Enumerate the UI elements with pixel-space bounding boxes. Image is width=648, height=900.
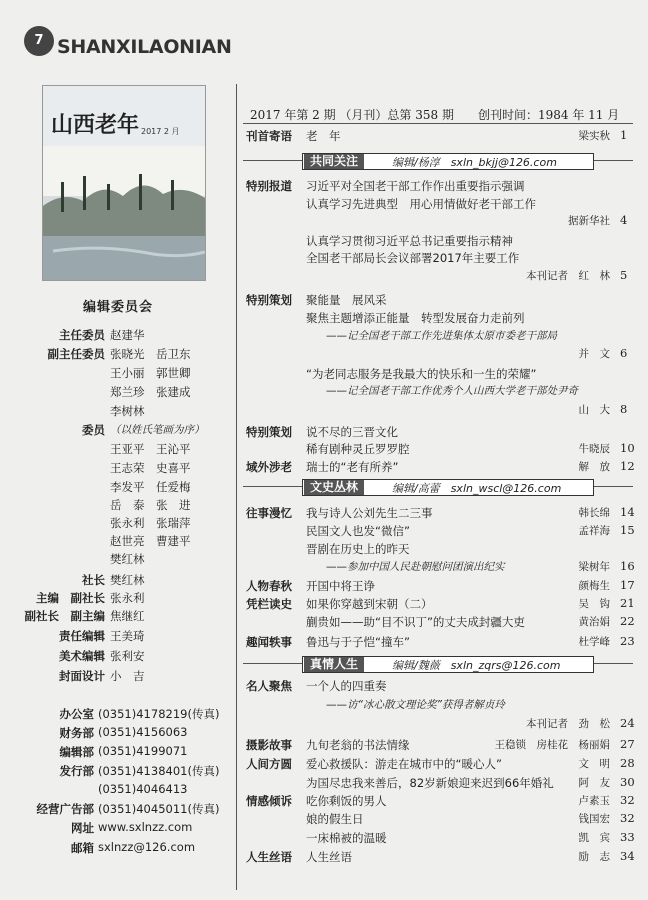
committee-role: 委员 [82, 423, 105, 437]
contact-label: 邮箱 [71, 841, 94, 855]
toc-subtitle: ——记全国老干部工作先进集体太原市委老干部局 [326, 330, 557, 342]
toc-title: 聚焦主题增添正能量 转型发展奋力走前列 [306, 311, 525, 325]
toc-title: 吃你剩饭的男人 [306, 794, 387, 808]
toc-title: 民国文人也发“微信” [306, 524, 410, 538]
committee-names: 焦继红 [110, 609, 145, 623]
toc-author: 韩长绵 [578, 507, 610, 519]
toc-section: 趣闻轶事 [246, 635, 292, 649]
toc-subtitle: ——参加中国人民赴朝慰问团演出纪实 [326, 561, 505, 573]
magazine-logo-badge: 7 [24, 26, 54, 56]
toc-page: 32 [620, 793, 635, 807]
contact-value: (0351)4156063 [98, 725, 188, 739]
toc-page: 17 [620, 578, 635, 592]
contact-value: (0351)4199071 [98, 744, 188, 758]
committee-names: 赵建华 [110, 328, 145, 342]
contact-label: 网址 [71, 821, 94, 835]
toc-author: 黄治娟 [578, 616, 610, 628]
toc-author: 梁树年 [578, 561, 610, 573]
contact-value: (0351)4138401(传真) [98, 764, 220, 778]
toc-page: 30 [620, 775, 635, 789]
toc-author: 吴 钩 [578, 598, 610, 610]
toc-author: 并 文 [578, 348, 610, 360]
toc-section: 人生丝语 [246, 850, 292, 864]
toc-title: 老 年 [306, 129, 341, 143]
toc-page: 5 [620, 268, 628, 282]
toc-title: 认真学习先进典型 用心用情做好老干部工作 [306, 197, 536, 211]
toc-section: 摄影故事 [246, 738, 292, 752]
toc-page: 27 [620, 737, 635, 751]
committee-role: 美术编辑 [59, 649, 105, 663]
toc-author: 文 明 [578, 758, 610, 770]
toc-title: 爱心救援队：游走在城市中的“暖心人” [306, 757, 502, 771]
issue-info: 2017 年第 2 期 （月刊）总第 358 期 创刊时间：1984 年 11 月 [250, 108, 620, 122]
section-band-title: 真情人生 [304, 657, 364, 672]
toc-page: 24 [620, 716, 635, 730]
committee-names: 李树林 [110, 404, 145, 418]
brand-name: SHANXILAONIAN [57, 36, 232, 58]
toc-subtitle: ——访“冰心散文理论奖”获得者解贞玲 [326, 699, 505, 711]
toc-author: 凯 宾 [578, 832, 610, 844]
toc-title: 晋剧在历史上的昨天 [306, 542, 410, 556]
toc-page: 33 [620, 830, 635, 844]
committee-names: 郑兰珍 张建成 [110, 385, 191, 399]
cover-title: 山西老年 [51, 112, 140, 138]
toc-section: 刊首寄语 [246, 129, 292, 143]
toc-author: 钱国宏 [578, 813, 610, 825]
section-band-title: 文史丛林 [304, 480, 364, 495]
toc-section: 名人聚焦 [246, 679, 292, 693]
contact-label: 办公室 [59, 707, 94, 721]
toc-author: 颜梅生 [578, 580, 610, 592]
toc-title: “为老同志服务是我最大的快乐和一生的荣耀” [306, 367, 537, 381]
committee-names: 王亚平 王沁平 [110, 442, 191, 456]
committee-role: 副主任委员 [47, 347, 105, 361]
committee-names: 张晓光 岳卫东 [110, 347, 191, 361]
committee-names: 王志荣 史喜平 [110, 461, 191, 475]
toc-title: 如果你穿越到宋朝（二） [306, 597, 433, 611]
toc-section: 人物春秋 [246, 579, 292, 593]
contact-value: (0351)4046413 [98, 782, 188, 796]
toc-section: 特别报道 [246, 179, 292, 193]
committee-names: 张永利 张瑞萍 [110, 516, 191, 530]
committee-names: 赵世亮 曹建平 [110, 534, 191, 548]
issue-rule [243, 123, 633, 124]
toc-section: 特别策划 [246, 425, 292, 439]
committee-names: （以姓氏笔画为序） [110, 424, 205, 436]
toc-section: 人间方圆 [246, 757, 292, 771]
toc-title: 全国老干部局长会议部署2017年主要工作 [306, 251, 520, 265]
toc-author: 本刊记者 红 林 [526, 270, 610, 282]
committee-names: 李发平 任爱梅 [110, 480, 191, 494]
toc-title: 认真学习贯彻习近平总书记重要指示精神 [306, 234, 513, 248]
committee-names: 岳 泰 张 进 [110, 498, 191, 512]
toc-section: 往事漫忆 [246, 506, 292, 520]
section-band-editor: 编辑/魏薇 sxln_zqrs@126.com [392, 659, 561, 672]
toc-author: 阿 友 [578, 777, 610, 789]
toc-page: 6 [620, 346, 628, 360]
toc-section: 凭栏读史 [246, 597, 292, 611]
contact-label: 经营广告部 [36, 802, 94, 816]
committee-role: 责任编辑 [59, 629, 105, 643]
committee-names: 樊红林 [110, 552, 145, 566]
toc-page: 16 [620, 559, 635, 573]
toc-author: 牛晓辰 [578, 443, 610, 455]
committee-names: 张永利 [110, 591, 145, 605]
contact-label: 编辑部 [59, 745, 94, 759]
toc-page: 1 [620, 128, 628, 142]
contact-value: www.sxlnzz.com [98, 820, 193, 834]
committee-title: 编辑委员会 [82, 300, 153, 315]
toc-author: 孟祥海 [578, 525, 610, 537]
toc-title: 瑞士的“老有所养” [306, 460, 399, 474]
toc-title: 稀有剧种灵丘罗罗腔 [306, 442, 410, 456]
cover-issue: 2017 2 月 [141, 127, 180, 136]
committee-names: 樊红林 [110, 573, 145, 587]
toc-title: 聚能量 展风采 [306, 293, 387, 307]
column-divider [236, 84, 237, 890]
toc-page: 10 [620, 441, 635, 455]
toc-title: 人生丝语 [306, 850, 352, 864]
toc-subtitle: ——记全国老干部工作优秀个人山西大学老干部处尹奇 [326, 385, 578, 397]
toc-title: 为国尽忠我来善后，82岁新娘迎来迟到66年婚礼 [306, 776, 554, 790]
toc-page: 21 [620, 596, 635, 610]
toc-title: 一床棉被的温暖 [306, 831, 387, 845]
toc-title: 蒯贵如——助“目不识丁”的丈夫成封疆大吏 [306, 615, 525, 629]
committee-role: 主任委员 [59, 328, 105, 342]
toc-author: 卢素玉 [578, 795, 610, 807]
toc-page: 22 [620, 614, 635, 628]
toc-title: 开国中将王诤 [306, 579, 375, 593]
toc-page: 8 [620, 402, 628, 416]
section-band-editor: 编辑/杨淳 sxln_bkjj@126.com [392, 156, 557, 169]
toc-author: 解 放 [578, 461, 610, 473]
toc-author: 本刊记者 劲 松 [526, 718, 610, 730]
contact-label: 发行部 [59, 764, 94, 778]
toc-author: 山 大 [578, 404, 610, 416]
toc-author: 王稳锁 房桂花 杨丽娟 [494, 739, 610, 751]
toc-title: 习近平对全国老干部工作作出重要指示强调 [306, 179, 525, 193]
committee-names: 张利安 [110, 649, 145, 663]
toc-section: 特别策划 [246, 293, 292, 307]
toc-author: 杜学峰 [578, 636, 610, 648]
contact-value: sxlnzz@126.com [98, 840, 196, 854]
toc-section: 域外涉老 [246, 460, 292, 474]
contact-label: 财务部 [59, 726, 94, 740]
contact-value: (0351)4178219(传真) [98, 707, 220, 721]
committee-role: 封面设计 [59, 669, 105, 683]
toc-page: 32 [620, 811, 635, 825]
section-band-title: 共同关注 [304, 154, 364, 169]
committee-role: 主编 副社长 [36, 591, 105, 605]
committee-names: 小 吉 [110, 669, 145, 683]
contact-value: (0351)4045011(传真) [98, 802, 220, 816]
toc-author: 励 志 [578, 851, 610, 863]
toc-author: 据新华社 [568, 215, 610, 227]
toc-page: 15 [620, 523, 635, 537]
toc-section: 情感倾诉 [246, 794, 292, 808]
cover-thumbnail [42, 85, 206, 281]
toc-title: 娘的假生日 [306, 812, 364, 826]
toc-title: 鲁迅与于子恺“撞车” [306, 635, 410, 649]
committee-role: 社长 [82, 573, 105, 587]
committee-role: 副社长 副主编 [24, 609, 105, 623]
toc-page: 28 [620, 756, 635, 770]
toc-title: 九旬老翁的书法情缘 [306, 738, 410, 752]
toc-page: 23 [620, 634, 635, 648]
toc-author: 梁实秋 [578, 130, 610, 142]
toc-page: 34 [620, 849, 635, 863]
toc-page: 4 [620, 213, 628, 227]
toc-page: 14 [620, 505, 635, 519]
committee-names: 王小丽 郭世卿 [110, 366, 191, 380]
toc-page: 12 [620, 459, 635, 473]
toc-title: 说不尽的三晋文化 [306, 425, 398, 439]
committee-names: 王美琦 [110, 629, 145, 643]
toc-title: 我与诗人公刘先生二三事 [306, 506, 433, 520]
section-band-editor: 编辑/高蕾 sxln_wscl@126.com [392, 482, 562, 495]
toc-title: 一个人的四重奏 [306, 679, 387, 693]
